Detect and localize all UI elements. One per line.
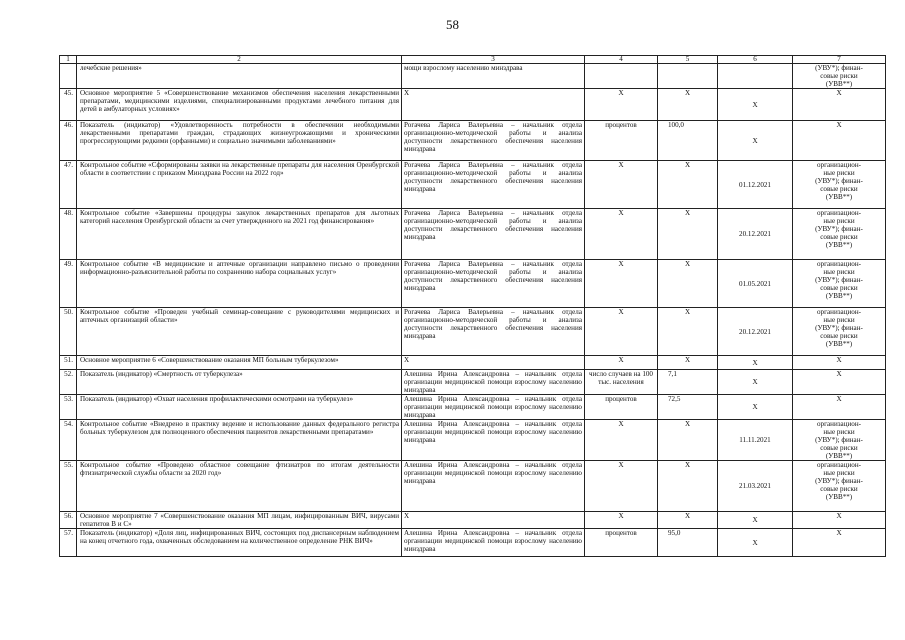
unit-of-measure: [585, 64, 658, 89]
responsible-person: Алешина Ирина Александровна – начальник отдела организации медицинской помощи взрослому населению минздрава: [402, 461, 585, 512]
unit-of-measure: X: [585, 356, 658, 370]
unit-of-measure: процентов: [585, 121, 658, 161]
table-row: [60, 89, 886, 121]
deadline-date: X: [718, 529, 793, 557]
unit-of-measure: X: [585, 209, 658, 260]
risk-description: X: [793, 370, 886, 395]
column-number: 4: [585, 56, 658, 64]
table-row: [60, 64, 886, 89]
risk-description: организацион- ные риски (УВУ*); финан- совые риски (УВВ**): [793, 209, 886, 260]
row-number: 51.: [60, 356, 77, 370]
row-number: 57.: [60, 529, 77, 557]
responsible-person: Рогачева Лариса Валерьевна – начальник отдела организационно-методической работы и анализа доступности лекарственного обеспечения населения минздрава: [402, 260, 585, 308]
table-row: [60, 209, 886, 260]
row-number: 50.: [60, 308, 77, 356]
responsible-person: Алешина Ирина Александровна – начальник отдела организации медицинской помощи взрослому населению минздрава: [402, 420, 585, 461]
unit-of-measure: X: [585, 89, 658, 121]
row-number: 49.: [60, 260, 77, 308]
table-row: [60, 461, 886, 512]
deadline-date: 01.12.2021: [718, 161, 793, 209]
table-row: [60, 121, 886, 161]
unit-of-measure: X: [585, 420, 658, 461]
row-number: 45.: [60, 89, 77, 121]
responsible-person: X: [402, 512, 585, 529]
event-name: Контрольное событие «Внедрено в практику ведение и использование данных федерального регистра больных туберкулезом для полноценного обеспечения пациентов лекарственными препаратами»: [77, 420, 402, 461]
column-number-row: [60, 56, 886, 64]
deadline-date: X: [718, 121, 793, 161]
responsible-person: Алешина Ирина Александровна – начальник отдела организации медицинской помощи взрослому населению минздрава: [402, 529, 585, 557]
deadline-date: 20.12.2021: [718, 209, 793, 260]
row-number: 48.: [60, 209, 77, 260]
deadline-date: 11.11.2021: [718, 420, 793, 461]
responsible-person: Рогачева Лариса Валерьевна – начальник отдела организационно-методической работы и анализа доступности лекарственного обеспечения населения минздрава: [402, 308, 585, 356]
unit-of-measure: процентов: [585, 395, 658, 420]
deadline-date: X: [718, 395, 793, 420]
column-number: 5: [658, 56, 718, 64]
deadline-date: 20.12.2021: [718, 308, 793, 356]
row-number: 54.: [60, 420, 77, 461]
target-value: X: [658, 420, 718, 461]
event-name: Контрольное событие «Проведено областное совещание фтизиатров по итогам деятельности фтизиатрической службы области за 2020 год»: [77, 461, 402, 512]
risk-description: X: [793, 356, 886, 370]
target-value: X: [658, 461, 718, 512]
unit-of-measure: X: [585, 260, 658, 308]
responsible-person: X: [402, 356, 585, 370]
deadline-date: X: [718, 89, 793, 121]
target-value: X: [658, 260, 718, 308]
risk-description: организацион- ные риски (УВУ*); финан- совые риски (УВВ**): [793, 461, 886, 512]
target-value: X: [658, 209, 718, 260]
row-number: 53.: [60, 395, 77, 420]
row-number: [60, 64, 77, 89]
deadline-date: 01.05.2021: [718, 260, 793, 308]
event-name: Показатель (индикатор) «Смертность от туберкулеза»: [77, 370, 402, 395]
table-row: [60, 420, 886, 461]
responsible-person: Рогачева Лариса Валерьевна – начальник отдела организационно-методической работы и анализа доступности лекарственного обеспечения населения минздрава: [402, 161, 585, 209]
event-name: Основное мероприятие 6 «Совершенствование оказания МП больным туберкулезом»: [77, 356, 402, 370]
event-name: Контрольное событие «Сформированы заявки на лекарственные препараты для населения Оренбургской области в соответствии с приказом Минздрава России на 2022 год»: [77, 161, 402, 209]
responsible-person: Рогачева Лариса Валерьевна – начальник отдела организационно-методической работы и анализа доступности лекарственного обеспечения населения минздрава: [402, 121, 585, 161]
table-row: [60, 529, 886, 557]
unit-of-measure: X: [585, 512, 658, 529]
row-number: 47.: [60, 161, 77, 209]
table-row: [60, 395, 886, 420]
column-number: 6: [718, 56, 793, 64]
responsible-person: X: [402, 89, 585, 121]
risk-description: X: [793, 89, 886, 121]
row-number: 52.: [60, 370, 77, 395]
target-value: X: [658, 308, 718, 356]
event-name: Показатель (индикатор) «Охват населения профилактическими осмотрами на туберкулез»: [77, 395, 402, 420]
event-name: Показатель (индикатор) «Удовлетворенность потребности в обеспечении необходимыми лекарственными препаратами граждан, страдающих жизнеугрожающими и хроническими прогрессирующими редкими (орфанными) и социально значимыми заболеваниями»: [77, 121, 402, 161]
table-row: [60, 370, 886, 395]
event-name: лечебские решения»: [77, 64, 402, 89]
event-name: Контрольное событие «Завершены процедуры закупок лекарственных препаратов для льготных категорий населения Оренбургской области за счет утвержденного на 2021 год финансирования»: [77, 209, 402, 260]
responsible-person: Алешина Ирина Александровна – начальник отдела организации медицинской помощи взрослому населению минздрава: [402, 370, 585, 395]
event-name: Контрольное событие «В медицинские и аптечные организации направлено письмо о проведении информационно-разъяснительной работы по сохранению набора социальных услуг»: [77, 260, 402, 308]
risk-description: X: [793, 512, 886, 529]
risk-description: организацион- ные риски (УВУ*); финан- совые риски (УВВ**): [793, 161, 886, 209]
unit-of-measure: X: [585, 161, 658, 209]
column-number: 1: [60, 56, 77, 64]
target-value: 72,5: [658, 395, 718, 420]
row-number: 55.: [60, 461, 77, 512]
target-value: [658, 64, 718, 89]
target-value: X: [658, 512, 718, 529]
risk-description: организацион- ные риски (УВУ*); финан- совые риски (УВВ**): [793, 308, 886, 356]
deadline-date: [718, 64, 793, 89]
table-row: [60, 161, 886, 209]
column-number: 7: [793, 56, 886, 64]
deadline-date: 21.03.2021: [718, 461, 793, 512]
event-name: Основное мероприятие 5 «Совершенствование механизмов обеспечения населения лекарственными препаратами, медицинскими изделиями, специализированными продуктами лечебного питания для детей в амбулаторных условиях»: [77, 89, 402, 121]
target-value: X: [658, 89, 718, 121]
risk-description: организацион- ные риски (УВУ*); финан- совые риски (УВВ**): [793, 260, 886, 308]
responsible-person: мощи взрослому населению минздрава: [402, 64, 585, 89]
event-name: Основное мероприятие 7 «Совершенствование оказания МП лицам, инфицированным ВИЧ, вирусами гепатитов В и С»: [77, 512, 402, 529]
table-row: [60, 260, 886, 308]
row-number: 46.: [60, 121, 77, 161]
event-name: Контрольное событие «Проведен учебный семинар-совещание с руководителями медицинских и аптечных организаций области»: [77, 308, 402, 356]
risk-description: X: [793, 529, 886, 557]
deadline-date: X: [718, 370, 793, 395]
unit-of-measure: процентов: [585, 529, 658, 557]
target-value: 7,1: [658, 370, 718, 395]
unit-of-measure: X: [585, 461, 658, 512]
deadline-date: X: [718, 512, 793, 529]
target-value: X: [658, 356, 718, 370]
table-row: [60, 356, 886, 370]
table-row: [60, 308, 886, 356]
unit-of-measure: число случаев на 100 тыс. населения: [585, 370, 658, 395]
column-number: 3: [402, 56, 585, 64]
target-value: X: [658, 161, 718, 209]
event-name: Показатель (индикатор) «Доля лиц, инфицированных ВИЧ, состоящих под диспансерным наблюдением на конец отчетного года, охваченных обследованием на количественное определение РНК ВИЧ»: [77, 529, 402, 557]
row-number: 56.: [60, 512, 77, 529]
responsible-person: Рогачева Лариса Валерьевна – начальник отдела организационно-методической работы и анализа доступности лекарственного обеспечения населения минздрава: [402, 209, 585, 260]
risk-description: (УВУ*); финан- совые риски (УВВ**): [793, 64, 886, 89]
page-number: 58: [446, 17, 459, 32]
risk-description: X: [793, 395, 886, 420]
unit-of-measure: X: [585, 308, 658, 356]
target-value: 95,0: [658, 529, 718, 557]
target-value: 100,0: [658, 121, 718, 161]
table-row: [60, 512, 886, 529]
risk-description: X: [793, 121, 886, 161]
risk-description: организацион- ные риски (УВУ*); финан- совые риски (УВВ**): [793, 420, 886, 461]
column-number: 2: [77, 56, 402, 64]
document-table: [59, 55, 886, 557]
deadline-date: X: [718, 356, 793, 370]
responsible-person: Алешина Ирина Александровна – начальник отдела организации медицинской помощи взрослому населению минздрава: [402, 395, 585, 420]
